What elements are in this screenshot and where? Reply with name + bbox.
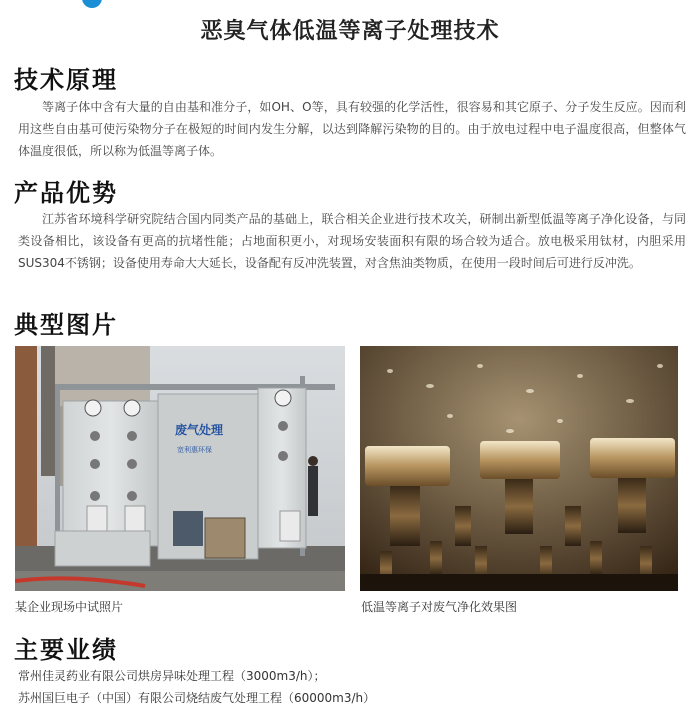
advantage-paragraph: 江苏省环境科学研究院结合国内同类产品的基础上，联合相关企业进行技术攻关，研制出新型低温等离子净化设备，与同类设备相比，该设备有更高的抗堵性能；占地面积更小，对现场安装面积有限的场合较为适合。放电极采用钛材，内胆采用SUS304不锈钢；设备使用寿命大大延长，设备配有反冲洗装置，对含焦油类物质，在使用一段时间后可进行反冲洗。 xyxy=(18,212,686,270)
section-heading-principle: 技术原理 xyxy=(14,66,118,94)
electrode-illustration xyxy=(360,346,678,591)
left-photo-caption: 某企业现场中试照片 xyxy=(15,600,124,614)
right-photo-caption: 低温等离子对废气净化效果图 xyxy=(361,600,518,614)
equipment-sign-subtext: 宽利惠环保 xyxy=(177,446,212,454)
principle-paragraph: 等离子体中含有大量的自由基和准分子，如OH、O等，具有较强的化学活性，很容易和其它原子、分子发生反应。因而利用这些自由基可使污染物分子在极短的时间内发生分解，以达到降解污染物的目的。由于放电过程中电子温度很高，但整体气体温度很低，所以称为低温等离子体。 xyxy=(18,100,686,158)
equipment-illustration xyxy=(15,346,345,591)
equipment-photo xyxy=(15,346,345,591)
decorative-circle xyxy=(82,0,102,8)
equipment-sign-text: 废气处理 xyxy=(175,423,224,437)
plasma-effect-photo xyxy=(360,346,678,591)
section-heading-achievements: 主要业绩 xyxy=(14,636,118,664)
document-title: 恶臭气体低温等离子处理技术 xyxy=(200,19,500,44)
section-heading-advantage: 产品优势 xyxy=(14,179,118,207)
section-heading-photos: 典型图片 xyxy=(14,311,118,339)
achievement-item: 常州佳灵药业有限公司烘房异味处理工程（3000m3/h）； xyxy=(18,669,326,683)
achievement-item: 苏州国巨电子（中国）有限公司烧结废气处理工程（60000m3/h） xyxy=(18,691,376,705)
